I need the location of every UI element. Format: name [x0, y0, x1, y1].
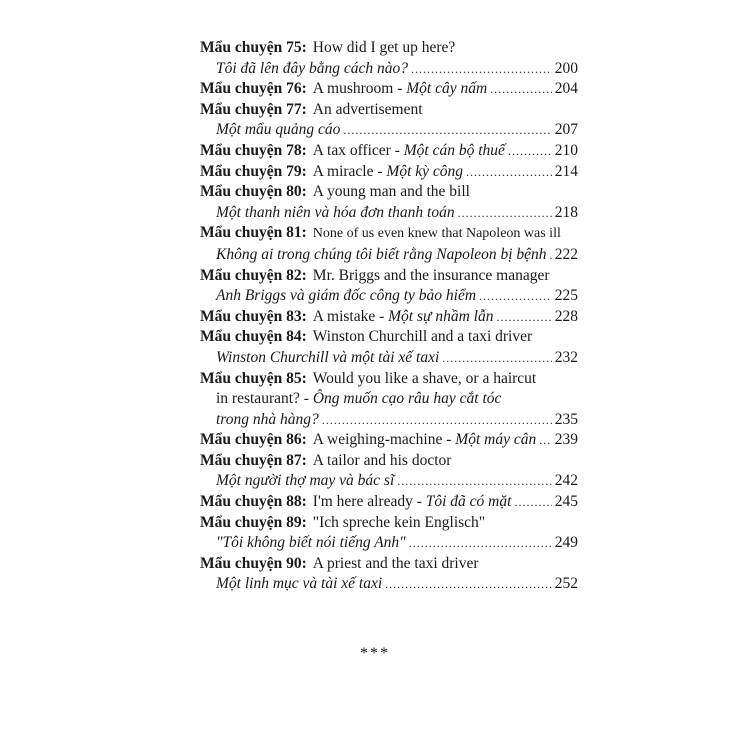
dot-leader [490, 79, 552, 100]
entry-title-vi: Một cây nấm [406, 80, 488, 98]
dot-leader [409, 533, 552, 554]
entry-title-vi-cont: trong nhà hàng? [216, 410, 319, 428]
entry-number: Mẩu chuyện 82: [200, 266, 307, 284]
entry-title-vi: Một thanh niên và hóa đơn thanh toán [216, 203, 455, 221]
toc-entry-89-vi [200, 533, 578, 554]
entry-title-en: Mr. Briggs and the insurance manager [312, 266, 550, 284]
entry-title-en: Would you like a shave, or a haircut [312, 369, 537, 387]
entry-title-en: A miracle - [312, 162, 383, 180]
dot-leader [411, 59, 552, 80]
page-number: 249 [554, 534, 578, 552]
toc-entry-85-vi [200, 410, 578, 431]
entry-number: Mẩu chuyện 75: [200, 39, 307, 56]
entry-title-vi: Tôi đã có mặt [425, 493, 512, 511]
page-number: 222 [554, 245, 578, 263]
toc-entry-77-vi [200, 120, 578, 141]
table-of-contents [200, 38, 578, 595]
entry-title-vi: Không ai trong chúng tôi biết rằng Napoleon bị bệnh [216, 245, 547, 263]
toc-entry-89 [200, 513, 578, 534]
toc-entry-83 [200, 307, 578, 328]
page-number: 225 [554, 287, 578, 305]
entry-title-vi: Một người thợ may và bác sĩ [216, 472, 395, 490]
toc-entry-88 [200, 492, 578, 513]
toc-entry-76 [200, 79, 578, 100]
toc-entry-86 [200, 430, 578, 451]
entry-title-en: Winston Churchill and a taxi driver [312, 328, 533, 346]
entry-title-vi: Winston Churchill và một tài xế taxi [216, 348, 440, 366]
page-number: 245 [554, 493, 578, 511]
page-number: 252 [554, 575, 578, 593]
toc-entry-90 [200, 554, 578, 575]
dot-leader [508, 141, 552, 162]
toc-entry-80-vi [200, 203, 578, 224]
page-number: 235 [554, 410, 578, 428]
toc-entry-84 [200, 327, 578, 348]
entry-title-en: A young man and the bill [312, 183, 470, 201]
toc-entry-85-cont [200, 389, 578, 410]
dot-leader [539, 430, 552, 451]
dot-leader [458, 203, 552, 224]
entry-title-en-cont: in restaurant? - [216, 390, 309, 408]
dot-leader [385, 574, 552, 595]
toc-entry-75-vi [200, 59, 578, 80]
entry-number: Mẩu chuyện 83: [200, 307, 307, 325]
entry-title-vi: Một kỳ công [386, 162, 464, 180]
toc-entry-81 [200, 223, 578, 245]
dot-leader [514, 492, 551, 513]
toc-entry-79 [200, 162, 578, 183]
page-number: 218 [554, 203, 578, 221]
end-mark: *** [360, 645, 390, 662]
entry-title-en: A weighing-machine - [312, 431, 452, 449]
entry-number: Mẩu chuyện 85: [200, 369, 307, 387]
toc-entry-82-vi [200, 286, 578, 307]
page-number: 239 [554, 431, 578, 449]
toc-entry-87-vi [200, 471, 578, 492]
entry-number: Mẩu chuyện 88: [200, 493, 307, 511]
page-number: 210 [554, 141, 578, 159]
page-number: 242 [554, 472, 578, 490]
dot-leader [550, 245, 552, 266]
entry-title-en: A mistake - [312, 307, 385, 325]
entry-title-en: I'm here already - [312, 493, 422, 511]
entry-title-vi: "Tôi không biết nói tiếng Anh" [216, 534, 406, 552]
toc-entry-75 [200, 38, 578, 59]
entry-number: Mẩu chuyện 87: [200, 451, 307, 469]
entry-title-en: A mushroom - [312, 80, 403, 98]
toc-entry-78 [200, 141, 578, 162]
entry-title-vi: Một máy cân [455, 431, 537, 449]
dot-leader [479, 286, 552, 307]
entry-number: Mẩu chuyện 79: [200, 162, 307, 180]
toc-entry-80 [200, 182, 578, 203]
entry-number: Mẩu chuyện 89: [200, 513, 307, 531]
entry-number: Mẩu chuyện 77: [200, 100, 307, 118]
entry-title-vi: Một sự nhầm lẫn [388, 307, 494, 325]
entry-title-vi: Một mẩu quảng cáo [216, 121, 341, 139]
toc-entry-84-vi [200, 348, 578, 369]
entry-title-en: How did I get up here? [312, 39, 456, 56]
entry-number: Mẩu chuyện 76: [200, 80, 307, 98]
entry-title-vi: Một linh mục và tài xế taxi [216, 575, 383, 593]
page-number: 232 [554, 348, 578, 366]
entry-title-vi: Anh Briggs và giám đốc công ty bảo hiểm [216, 287, 477, 305]
dot-leader [397, 471, 552, 492]
page-number: 228 [554, 307, 578, 325]
entry-number: Mẩu chuyện 81: [200, 224, 307, 242]
entry-title-en: A tax officer - [312, 141, 400, 159]
toc-entry-85 [200, 369, 578, 390]
entry-title-en: An advertisement [312, 100, 423, 118]
entry-number: Mẩu chuyện 86: [200, 431, 307, 449]
entry-title-en: A priest and the taxi driver [312, 554, 479, 572]
page-number: 204 [554, 80, 578, 98]
entry-number: Mẩu chuyện 80: [200, 183, 307, 201]
page-number: 207 [554, 121, 578, 139]
dot-leader [496, 307, 551, 328]
toc-entry-87 [200, 451, 578, 472]
entry-number: Mẩu chuyện 78: [200, 141, 307, 159]
dot-leader [442, 348, 551, 369]
toc-entry-77 [200, 100, 578, 121]
entry-number: Mẩu chuyện 84: [200, 328, 307, 346]
page-number: 200 [554, 59, 578, 77]
dot-leader [466, 162, 552, 183]
toc-entry-82 [200, 266, 578, 287]
dot-leader [343, 120, 551, 141]
entry-title-vi: Tôi đã lên đây bằng cách nào? [216, 59, 409, 77]
entry-title-en: "Ich spreche kein Englisch" [312, 513, 486, 531]
toc-entry-90-vi [200, 574, 578, 595]
page-number: 214 [554, 162, 578, 180]
toc-entry-81-vi [200, 245, 578, 266]
entry-title-en: A tailor and his doctor [312, 451, 452, 469]
entry-title-vi: Một cán bộ thuế [403, 141, 505, 159]
entry-title-vi: Ông muốn cạo râu hay cắt tóc [312, 390, 502, 408]
entry-title-en: None of us even knew that Napoleon was ill [312, 226, 561, 242]
entry-number: Mẩu chuyện 90: [200, 554, 307, 572]
dot-leader [322, 410, 552, 431]
